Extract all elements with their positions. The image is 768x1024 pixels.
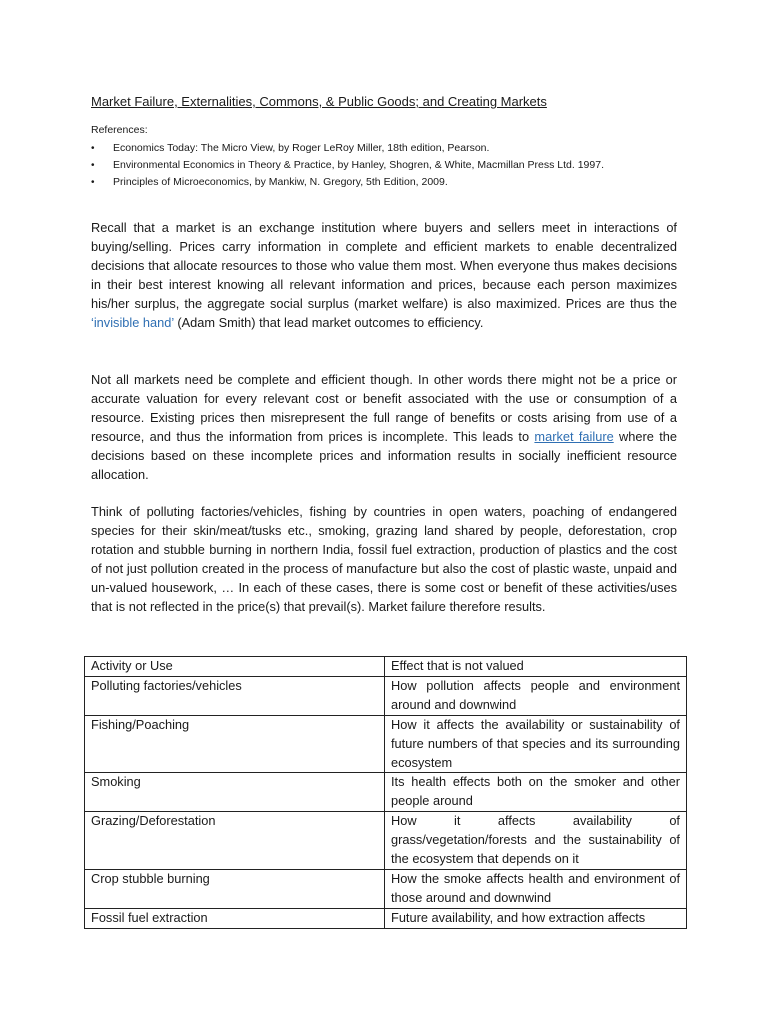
- reference-item: • Environmental Economics in Theory & Practice, by Hanley, Shogren, & White, Macmillan Press Ltd. 1997.: [91, 157, 604, 174]
- effect-cell: How it affects availability of grass/vegetation/forests and the sustainability of the ecosystem that depends on it: [385, 812, 687, 870]
- table-header-cell: Activity or Use: [85, 657, 385, 677]
- effect-cell: How pollution affects people and environment around and downwind: [385, 676, 687, 715]
- activity-cell: Crop stubble burning: [85, 869, 385, 908]
- document-title: Market Failure, Externalities, Commons, & Public Goods; and Creating Markets: [91, 94, 547, 109]
- activity-cell: Smoking: [85, 773, 385, 812]
- effect-cell: Its health effects both on the smoker and other people around: [385, 773, 687, 812]
- activity-effect-table: [84, 656, 687, 929]
- reference-item: • Economics Today: The Micro View, by Roger LeRoy Miller, 18th edition, Pearson.: [91, 140, 604, 157]
- paragraph-examples: Think of polluting factories/vehicles, fishing by countries in open waters, poaching of endangered species for their skin/meat/tusks etc., smoking, grazing land shared by people, deforestation, crop rotation and stubble burning in northern India, fossil fuel extraction, production of plastics and the cost of not just pollution created in the process of manufacture but also the cost of plastic waste, unpaid and un-valued housework, … In each of these cases, there is some cost or benefit of these activities/uses that is not reflected in the price(s) that prevail(s). Market failure therefore results.: [91, 504, 677, 614]
- table-row: [85, 773, 687, 812]
- invisible-hand-link[interactable]: ‘invisible hand’: [91, 314, 174, 330]
- bullet-icon: •: [91, 177, 95, 188]
- references-list: [91, 140, 604, 191]
- effect-cell: Future availability, and how extraction affects: [385, 908, 687, 928]
- activity-cell: Polluting factories/vehicles: [85, 676, 385, 715]
- bullet-icon: •: [91, 143, 95, 154]
- table-row: [85, 676, 687, 715]
- table-row: [85, 812, 687, 870]
- market-failure-link[interactable]: market failure: [534, 428, 614, 444]
- effect-cell: How it affects the availability or sustainability of future numbers of that species and its surrounding ecosystem: [385, 715, 687, 773]
- table-row: [85, 869, 687, 908]
- bullet-icon: •: [91, 160, 95, 171]
- references-label: References:: [91, 124, 148, 136]
- activity-cell: Grazing/Deforestation: [85, 812, 385, 870]
- paragraph-market-failure: Not all markets need be complete and efficient though. In other words there might not be a price or accurate valuation for every relevant cost or benefit associated with the use or consumption of a resource. Existing prices then misrepresent the full range of benefits or costs arising from use of a resource, and thus the information from prices is incomplete. This leads to market failure where the decisions based on these incomplete prices and information results in socially inefficient resource allocation.: [91, 372, 677, 482]
- table-row: [85, 715, 687, 773]
- table-header-row: [85, 657, 687, 677]
- effect-cell: How the smoke affects health and environment of those around and downwind: [385, 869, 687, 908]
- activity-cell: Fishing/Poaching: [85, 715, 385, 773]
- table-header-cell: Effect that is not valued: [385, 657, 687, 677]
- paragraph-market-intro: Recall that a market is an exchange institution where buyers and sellers meet in interactions of buying/selling. Prices carry information in complete and efficient markets to enable decentralized decisions that allocate resources to those who value them most. When everyone thus makes decisions in their best interest knowing all relevant information and prices, because each person maximizes his/her surplus, the aggregate social surplus (market welfare) is also maximized. Prices are thus the ‘invisible hand’ (Adam Smith) that lead market outcomes to efficiency.: [91, 220, 677, 330]
- table-row: [85, 908, 687, 928]
- reference-item: • Principles of Microeconomics, by Mankiw, N. Gregory, 5th Edition, 2009.: [91, 174, 604, 191]
- activity-cell: Fossil fuel extraction: [85, 908, 385, 928]
